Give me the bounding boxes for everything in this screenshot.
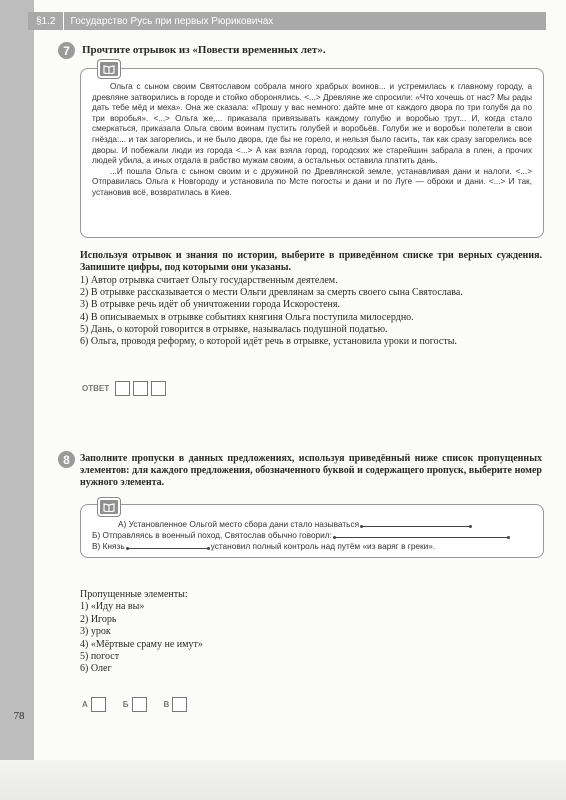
answer-label-c: В [163,700,170,709]
element-item: 1) «Иду на вы» [80,601,145,613]
passage-paragraph: ...И пошла Ольга с сыном своим и с дружиной по Древлянской земле, устанавливая дани и налоги. <...> Отправилась Ольга к Новгороду и установила по Мсте погосты и дани и по Луге — оброки и дани. <...> И так, установив всё, возвратилась в Киев. [92,166,532,197]
answer-cell-3[interactable] [151,381,166,396]
task-8-answer-row [82,697,187,712]
option-item: 5) Дань, о которой говорится в отрывке, называлась подушной податью. [80,323,388,335]
task-7-options [80,275,544,348]
answer-cell-c[interactable] [172,697,187,712]
task-7-title: Прочтите отрывок из «Повести временных лет». [82,44,326,56]
sentence-c [92,541,532,552]
running-header [28,12,546,30]
option-item: 4) В описываемых в отрывке событиях княгиня Ольга поступила милосердно. [80,311,414,323]
answer-cell-2[interactable] [133,381,148,396]
blank-c[interactable] [127,541,209,549]
book-icon [98,60,120,78]
answer-cell-a[interactable] [91,697,106,712]
left-margin-strip [0,0,34,760]
sentence-c-text-after: установил полный контроль над путём «из варяг в греки». [210,541,436,551]
element-item: 4) «Мёртвые сраму не имут» [80,638,203,650]
option-item: 6) Ольга, проводя реформу, о которой идёт речь в отрывке, установила уроки и погосты. [80,336,457,348]
section-title: Государство Русь при первых Рюриковичах [70,15,274,27]
task-8-number-badge: 8 [58,451,75,468]
task-7-answer-row [82,381,166,396]
blank-b[interactable] [334,530,509,538]
sentence-a-text: А) Установленное Ольгой место сбора дани стало называться [118,519,360,529]
answer-label-b: Б [122,700,129,709]
option-item: 3) В отрывке речь идёт об уничтожении города Искоростеня. [80,299,341,311]
option-item: 2) В отрывке рассказывается о мести Ольги древлянам за смерть своего сына Святослава. [80,287,463,299]
element-item: 6) Олег [80,663,112,675]
element-item: 2) Игорь [80,613,117,625]
element-item: 3) урок [80,626,111,638]
missing-elements [80,589,380,676]
answer-cell-1[interactable] [115,381,130,396]
sentences [92,519,532,552]
sentence-b-text: Б) Отправляясь в военный поход, Святослав обычно говорил: [92,530,332,540]
elements-heading: Пропущенные элементы: [80,589,188,600]
section-tag: §1.2 [28,12,64,30]
sentence-a [92,519,532,530]
blank-a[interactable] [361,519,471,527]
element-item: 5) погост [80,651,120,663]
passage-paragraph: Ольга с сыном своим Святославом собрала много храбрых воинов... и устремилась к главному городу, а древляне затворились в городе и стойко оборонялись. <...> Древляне же спросили: «Что хочешь от нас? Мы рады дать тебе мёд и меха». Она же сказала: «Прошу у вас немного: дайте мне от каждого двора по три голубя да по три воробья». <...> Ольга же,... приказала привязывать каждому голубю и воробью трут... И, когда стало смеркаться, приказала Ольга своим воинам пустить голубей и воробьёв. Голуби же и воробьи полетели в свои гнёзда:... и так загорелись, и не было двора, где бы не горело, и нельзя было гасить, так как сразу загорелись все дворы. И побежали люди из города <...> А как взяла город, городских же старейшин забрала в плен, а прочих людей убила, а иных отдала в рабство мужам своим, а остальных оставила платить дань. [92,82,532,166]
sentence-b [92,530,532,541]
bottom-shade [0,760,566,800]
answer-cell-b[interactable] [132,697,147,712]
answer-label: ОТВЕТ [82,384,110,393]
sentence-c-text-before: В) Князь [92,541,125,551]
page-number: 78 [13,710,25,722]
answer-label-a: А [82,700,88,709]
passage-text [92,82,532,199]
task-7-instruction: Используя отрывок и знания по истории, выберите в приведённом списке три верных суждения. Запишите цифры, под которыми они указаны. [80,250,542,273]
option-item: 1) Автор отрывка считает Ольгу государственным деятелем. [80,275,338,286]
book-icon [98,498,120,516]
task-8-title: Заполните пропуски в данных предложениях, используя приведённый ниже список пропущенных элементов: для каждого предложения, обозначенного буквой и содержащего пропуск, выберите номер нужного элемента. [80,453,542,488]
task-7-number-badge: 7 [58,42,75,59]
